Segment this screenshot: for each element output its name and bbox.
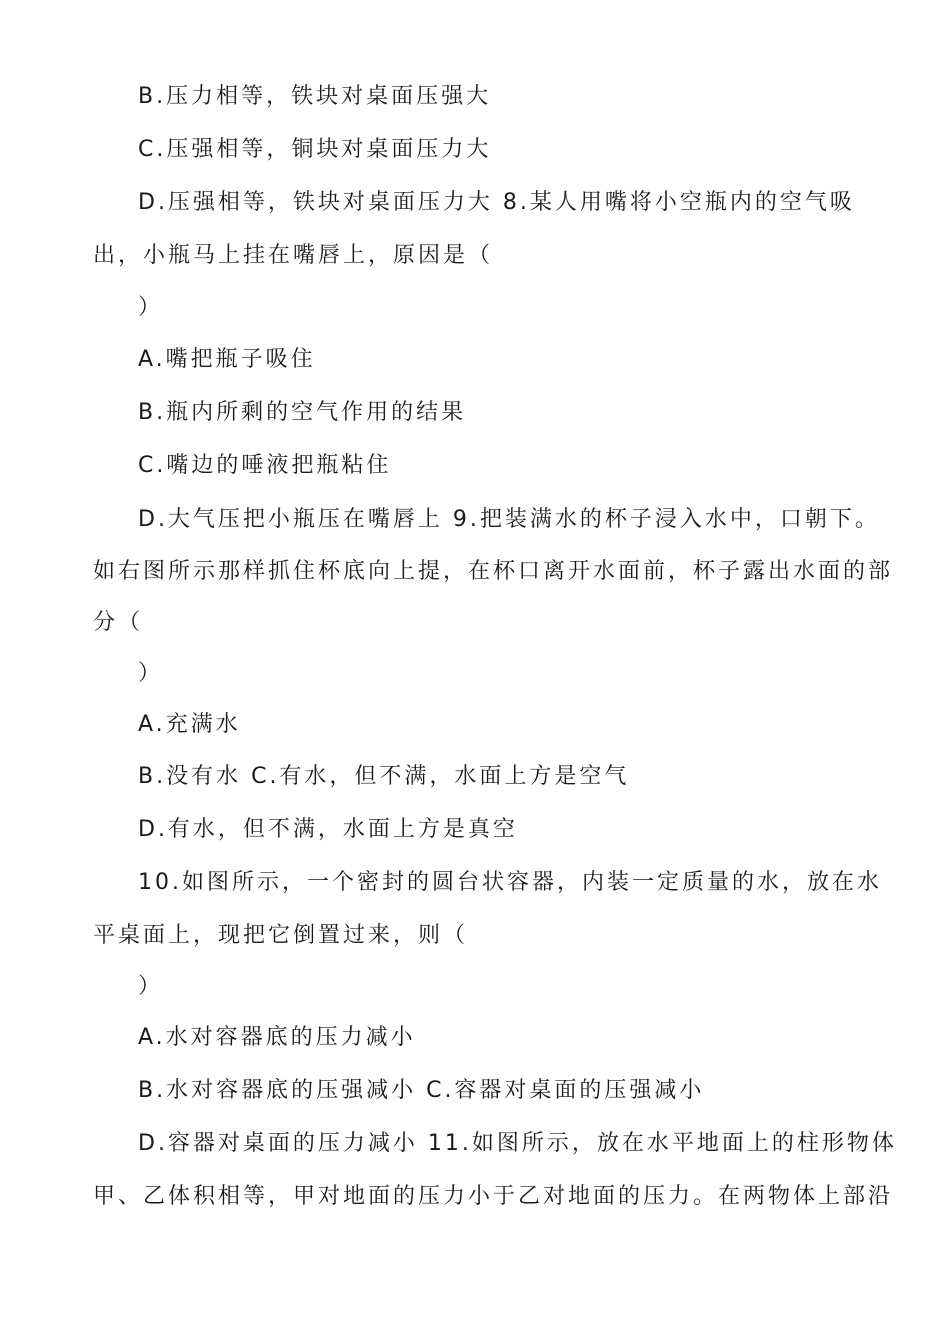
option-c-q8: C.嘴边的唾液把瓶粘住 [138, 453, 392, 478]
question-9-close-paren: ） [138, 661, 164, 686]
question-10-close-paren: ） [138, 974, 164, 999]
question-11-continued: 甲、乙体积相等，甲对地面的压力小于乙对地面的压力。在两物体上部沿 [93, 1184, 894, 1209]
option-a-q9: A.充满水 [138, 712, 241, 737]
option-d-q7-and-question-8: D.压强相等，铁块对桌面压力大 8.某人用嘴将小空瓶内的空气吸 [138, 190, 855, 215]
option-b-c-q9: B.没有水 C.有水，但不满，水面上方是空气 [138, 764, 630, 789]
question-8-close-paren: ） [138, 295, 164, 320]
question-10-continued: 平桌面上，现把它倒置过来，则（ [93, 923, 469, 948]
question-10: 10.如图所示，一个密封的圆台状容器，内装一定质量的水，放在水 [138, 870, 882, 895]
option-b-c-q10: B.水对容器底的压强减小 C.容器对桌面的压强减小 [138, 1078, 705, 1103]
option-c-q7: C.压强相等，铜块对桌面压力大 [138, 137, 492, 162]
option-b-q8: B.瓶内所剩的空气作用的结果 [138, 400, 467, 425]
option-d-q8-and-question-9: D.大气压把小瓶压在嘴唇上 9.把装满水的杯子浸入水中，口朝下。 [138, 507, 880, 532]
option-a-q8: A.嘴把瓶子吸住 [138, 347, 316, 372]
option-b-q7: B.压力相等，铁块对桌面压强大 [138, 84, 492, 109]
option-d-q10-and-question-11: D.容器对桌面的压力减小 11.如图所示，放在水平地面上的柱形物体 [138, 1131, 897, 1156]
option-a-q10: A.水对容器底的压力减小 [138, 1025, 416, 1050]
question-9-continued: 如右图所示那样抓住杯底向上提，在杯口离开水面前，杯子露出水面的部 [93, 559, 894, 584]
question-9-continued-2: 分（ [93, 610, 144, 635]
question-8-continued: 出，小瓶马上挂在嘴唇上，原因是（ [93, 243, 494, 268]
option-d-q9: D.有水，但不满，水面上方是真空 [138, 817, 518, 842]
